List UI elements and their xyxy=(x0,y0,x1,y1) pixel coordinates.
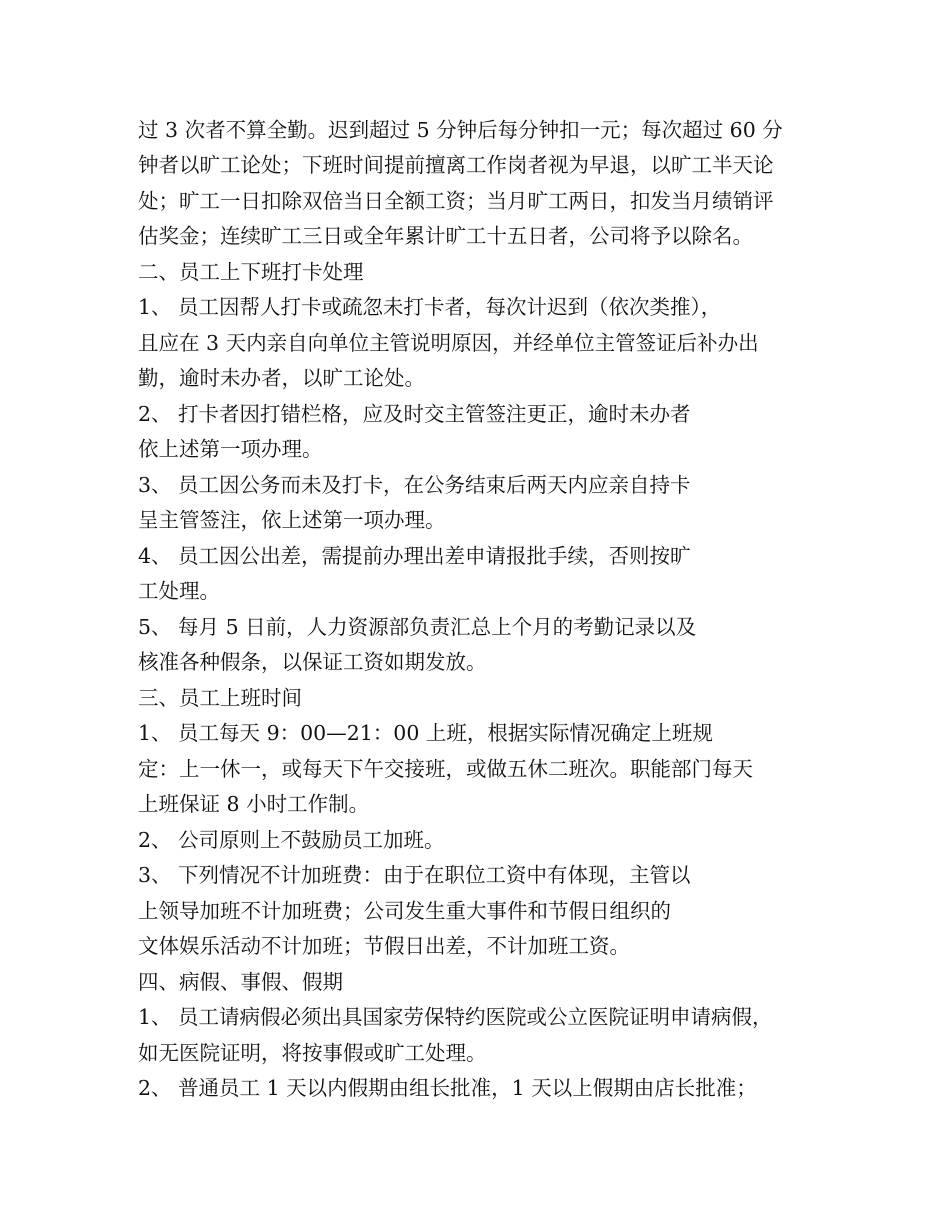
body-text-line: 勤，逾时未办者，以旷工论处。 xyxy=(138,366,425,390)
body-text-line: 且应在 3 天内亲自向单位主管说明原因，并经单位主管签证后补办出 xyxy=(138,331,759,355)
body-text-line: 1、 员工因帮人打卡或疏忽未打卡者，每次计迟到（依次类推）， xyxy=(138,295,722,319)
body-text-line: 如无医院证明，将按事假或旷工处理。 xyxy=(138,1041,487,1065)
body-text-line: 2、 打卡者因打错栏格，应及时交主管签注更正，逾时未办者 xyxy=(138,402,691,426)
body-text-line: 2、 公司原则上不鼓励员工加班。 xyxy=(138,828,445,852)
body-text-line: 上班保证 8 小时工作制。 xyxy=(138,792,370,816)
body-text-line: 上领导加班不计加班费；公司发生重大事件和节假日组织的 xyxy=(138,899,671,923)
body-text-line: 文体娱乐活动不计加班；节假日出差，不计加班工资。 xyxy=(138,934,630,958)
body-text-line: 5、 每月 5 日前，人力资源部负责汇总上个月的考勤记录以及 xyxy=(138,615,697,639)
body-text-line: 估奖金；连续旷工三日或全年累计旷工十五日者，公司将予以除名。 xyxy=(138,224,753,248)
body-text-line: 2、 普通员工 1 天以内假期由组长批准，1 天以上假期由店长批准； xyxy=(138,1076,757,1100)
body-text-line: 定：上一休一，或每天下午交接班，或做五休二班次。职能部门每天 xyxy=(138,757,753,781)
body-text-line: 依上述第一项办理。 xyxy=(138,437,323,461)
body-text-line: 处；旷工一日扣除双倍当日全额工资；当月旷工两日，扣发当月绩销评 xyxy=(138,189,774,213)
body-text-line: 3、 下列情况不计加班费：由于在职位工资中有体现，主管以 xyxy=(138,863,691,887)
body-text-line: 工处理。 xyxy=(138,579,220,603)
body-text-line: 4、 员工因公出差，需提前办理出差申请报批手续，否则按旷 xyxy=(138,544,691,568)
section-heading: 二、员工上下班打卡处理 xyxy=(138,260,364,284)
body-text-line: 过 3 次者不算全勤。迟到超过 5 分钟后每分钟扣一元；每次超过 60 分 xyxy=(138,118,783,142)
body-text-line: 呈主管签注，依上述第一项办理。 xyxy=(138,508,446,532)
body-text-line: 1、 员工请病假必须出具国家劳保特约医院或公立医院证明申请病假， xyxy=(138,1005,773,1029)
section-heading: 四、病假、事假、假期 xyxy=(138,970,343,994)
body-text-line: 钟者以旷工论处；下班时间提前擅离工作岗者视为早退，以旷工半天论 xyxy=(138,153,774,177)
body-text-line: 1、 员工每天 9：00—21：00 上班，根据实际情况确定上班规 xyxy=(138,721,713,745)
body-text-line: 核准各种假条，以保证工资如期发放。 xyxy=(138,650,487,674)
body-text-line: 3、 员工因公务而未及打卡，在公务结束后两天内应亲自持卡 xyxy=(138,473,691,497)
section-heading: 三、员工上班时间 xyxy=(138,686,302,710)
